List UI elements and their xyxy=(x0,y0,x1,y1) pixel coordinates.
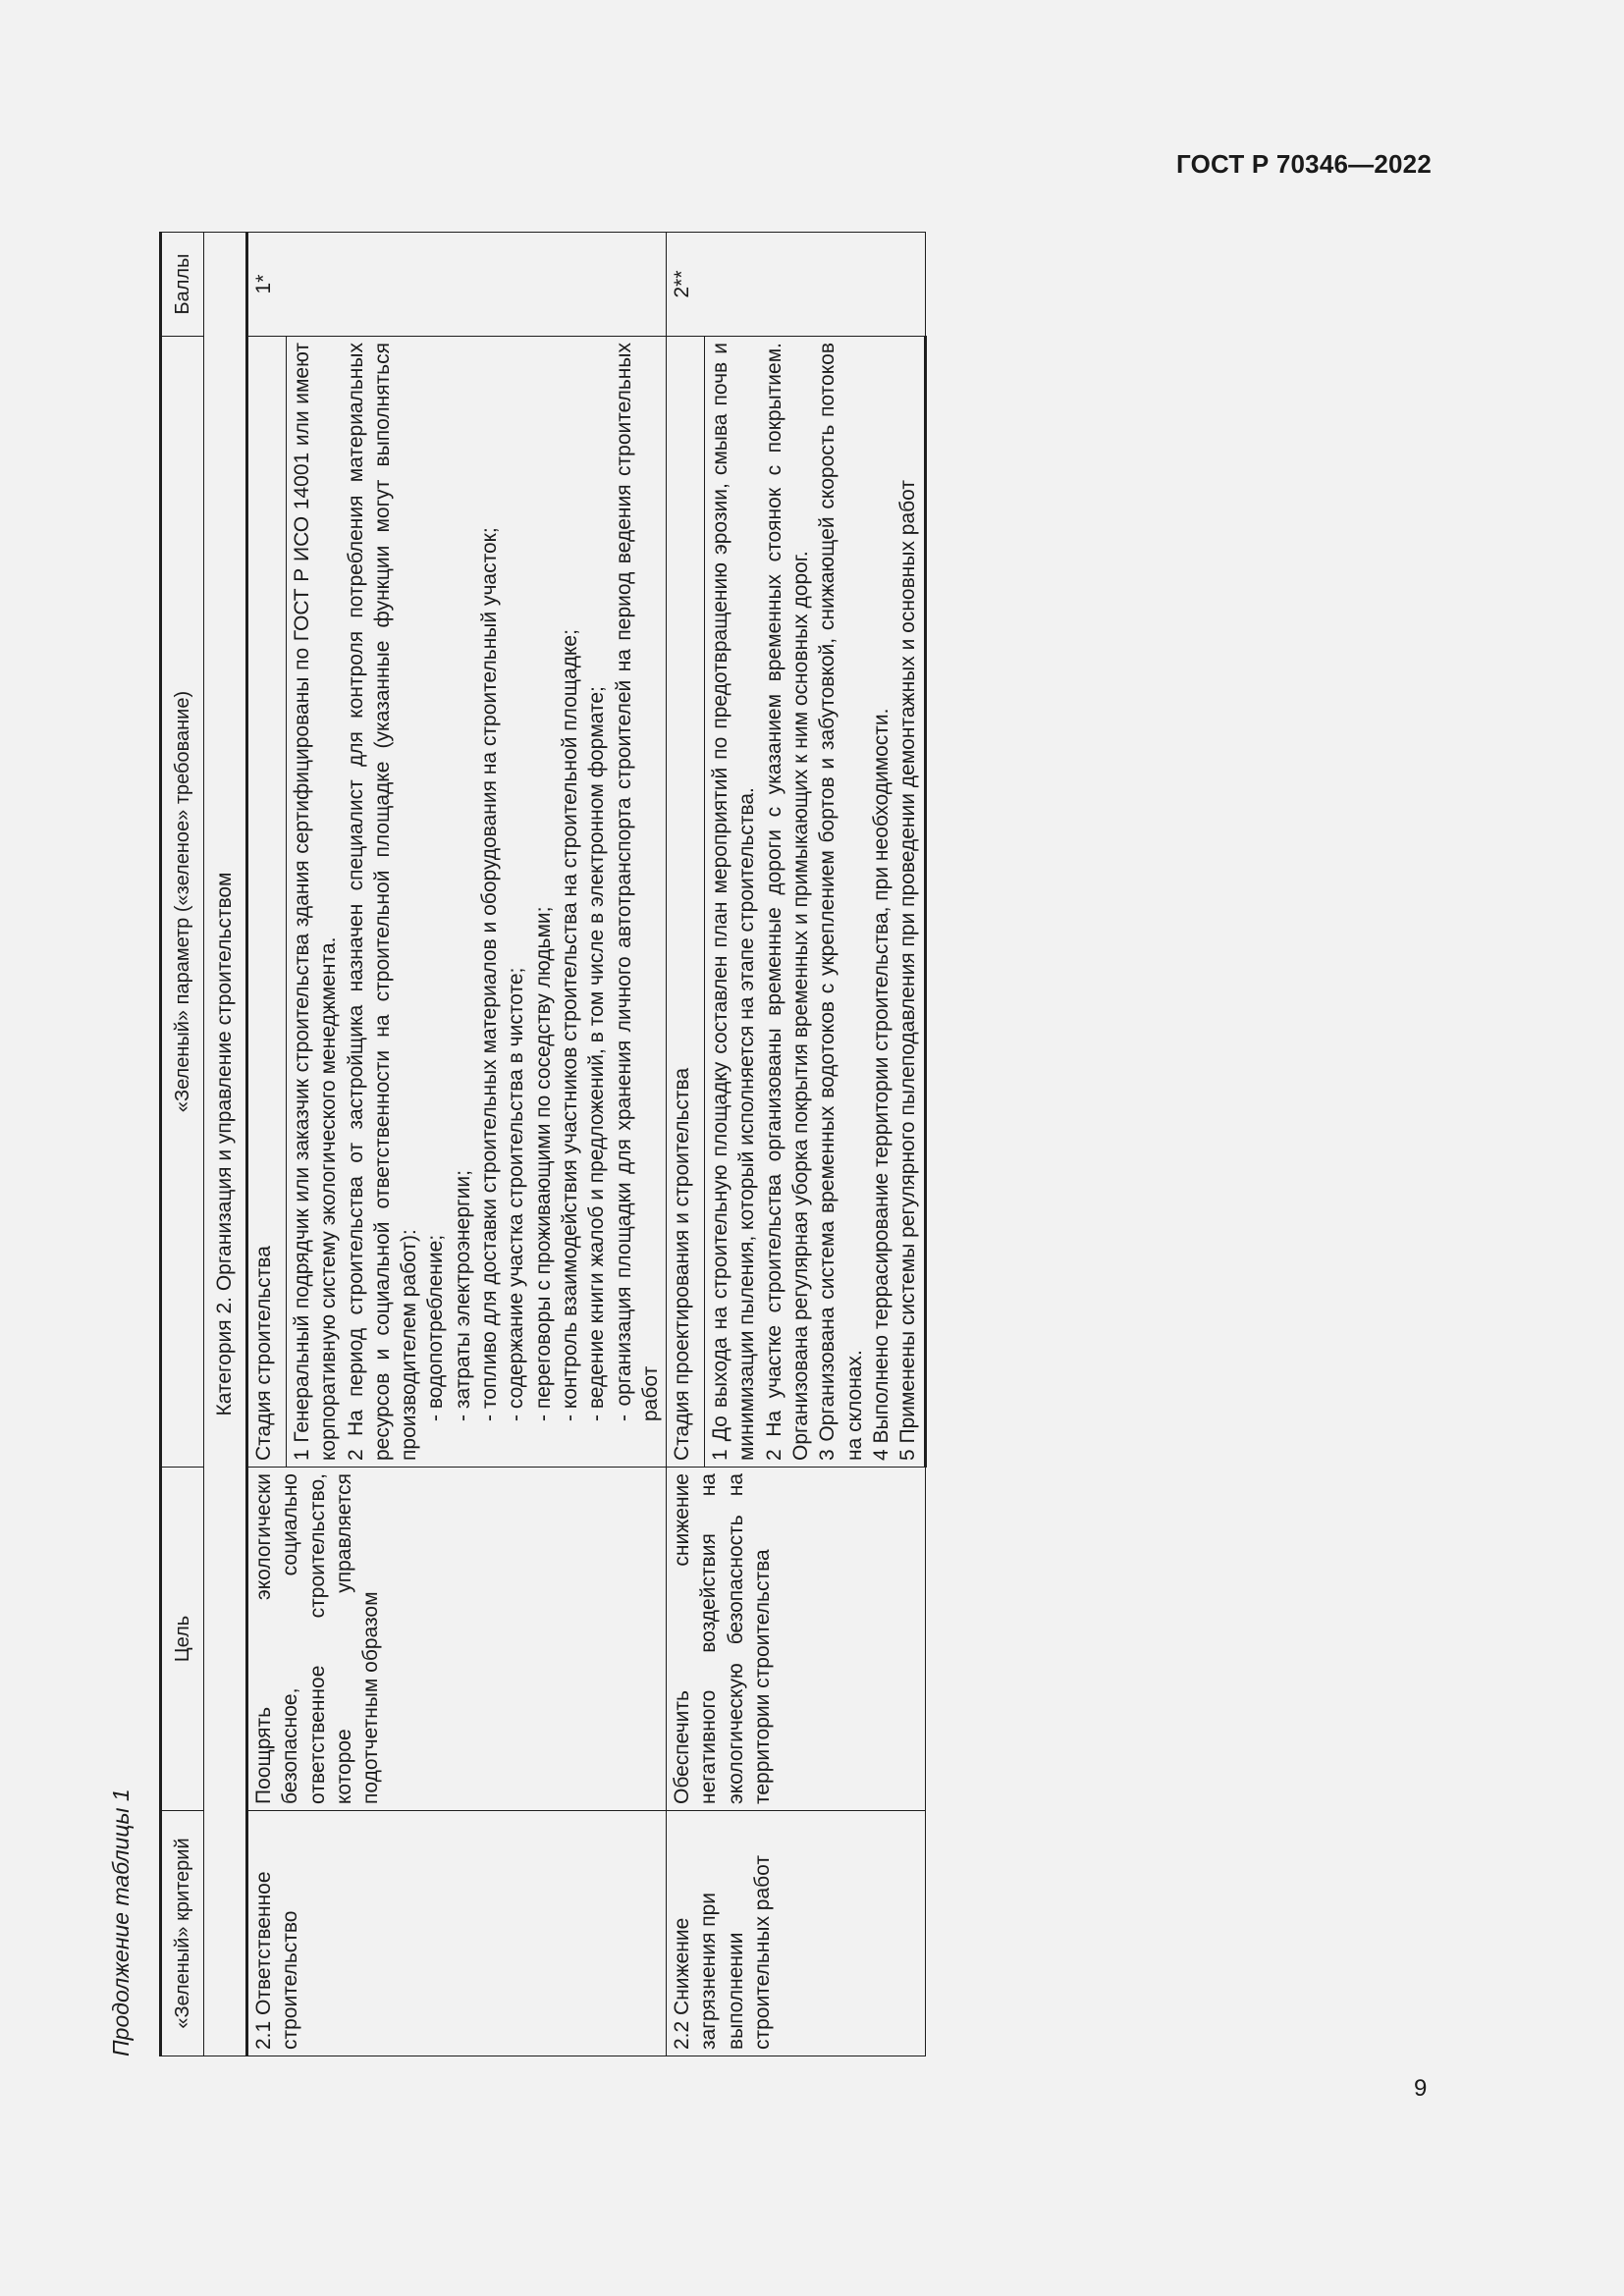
requirement-item: 1 До выхода на строительную площадку составлен план мероприятий по предотвращению эрозии, смыва почв и минимизации пыления, который исполняется на этапе строительства. xyxy=(709,343,759,1461)
stage-cell: Стадия проектирования и строительства xyxy=(667,337,705,1468)
criterion-cell: 2.1 Ответственное строительство xyxy=(247,1811,667,2056)
category-title: Категория 2. Организация и управление строительством xyxy=(204,233,247,2056)
table-row xyxy=(247,233,287,2056)
requirement-subitem: - организация площадки для хранения личного автотранспорта строителей на период ведения строительных работ xyxy=(612,343,662,1421)
column-header-score: Баллы xyxy=(161,233,204,337)
requirement-item: 1 Генеральный подрядчик или заказчик строительства здания сертифицированы по ГОСТ Р ИСО 14001 или имеют корпоративную систему экологического менеджмента. xyxy=(291,343,341,1461)
table-caption: Продолжение таблицы 1 xyxy=(108,1789,134,2056)
requirement-subitem: - контроль взаимодействия участников строительства на строительной площадке; xyxy=(558,629,581,1421)
criterion-cell: 2.2 Снижение загрязнения при выполнении строительных работ xyxy=(667,1811,925,2056)
table-header-row xyxy=(161,233,204,2056)
table-row xyxy=(667,233,705,2056)
column-header-goal: Цель xyxy=(161,1468,204,1811)
requirement-subitem: - затраты электроэнергии; xyxy=(451,1170,474,1421)
column-header-parameter: «Зеленый» параметр («зеленое» требование) xyxy=(161,337,204,1468)
requirement-subitem: - содержание участка строительства в чистоте; xyxy=(505,967,528,1421)
category-row xyxy=(204,233,247,2056)
page-number: 9 xyxy=(1414,2075,1428,2102)
requirement-item: 2 На участке строительства организованы временные дороги с указанием временных стоянок с покрытием. Организована регулярная уборка покрытия временных и примыкающих к ним основных дорог. xyxy=(762,343,813,1461)
score-cell: 1* xyxy=(247,233,667,337)
score-cell: 2** xyxy=(667,233,925,337)
requirement-item: 4 Выполнено террасирование территории строительства, при необходимости. xyxy=(869,708,893,1461)
requirements-cell xyxy=(705,337,925,1468)
requirement-item: 3 Организована система временных водотоков с укреплением бортов и забутовкой, снижающей скорость потоков на склонах. xyxy=(816,343,866,1461)
requirements-cell xyxy=(287,337,667,1468)
standard-header: ГОСТ Р 70346—2022 xyxy=(1176,149,1432,179)
requirement-subitem: - переговоры с проживающими по соседству людьми; xyxy=(531,906,555,1421)
requirement-subitem: - ведение книги жалоб и предложений, в том числе в электронном формате; xyxy=(585,686,609,1421)
requirement-subitem: - водопотребление; xyxy=(424,1234,448,1421)
requirement-item: 5 Применены системы регулярного пылеподавления при проведении демонтажных и основных работ xyxy=(896,479,920,1461)
requirement-item: 2 На период строительства от застройщика назначен специалист для контроля потребления материальных ресурсов и социальной ответственности на строительной площадке (указанные функции могут выполняться производителем работ): xyxy=(344,343,421,1461)
goal-cell: Поощрять экологически безопасное, социально ответственное строительство, которое управляется подотчетным образом xyxy=(247,1468,667,1811)
goal-cell: Обеспечить снижение негативного воздействия на экологическую безопасность на территории строительства xyxy=(667,1468,925,1811)
column-header-criterion: «Зеленый» критерий xyxy=(161,1811,204,2056)
stage-cell: Стадия строительства xyxy=(247,337,287,1468)
requirement-subitem: - топливо для доставки строительных материалов и оборудования на строительный участок; xyxy=(478,527,502,1421)
rotated-table-page xyxy=(108,231,1168,2056)
requirements-table xyxy=(159,232,927,2056)
